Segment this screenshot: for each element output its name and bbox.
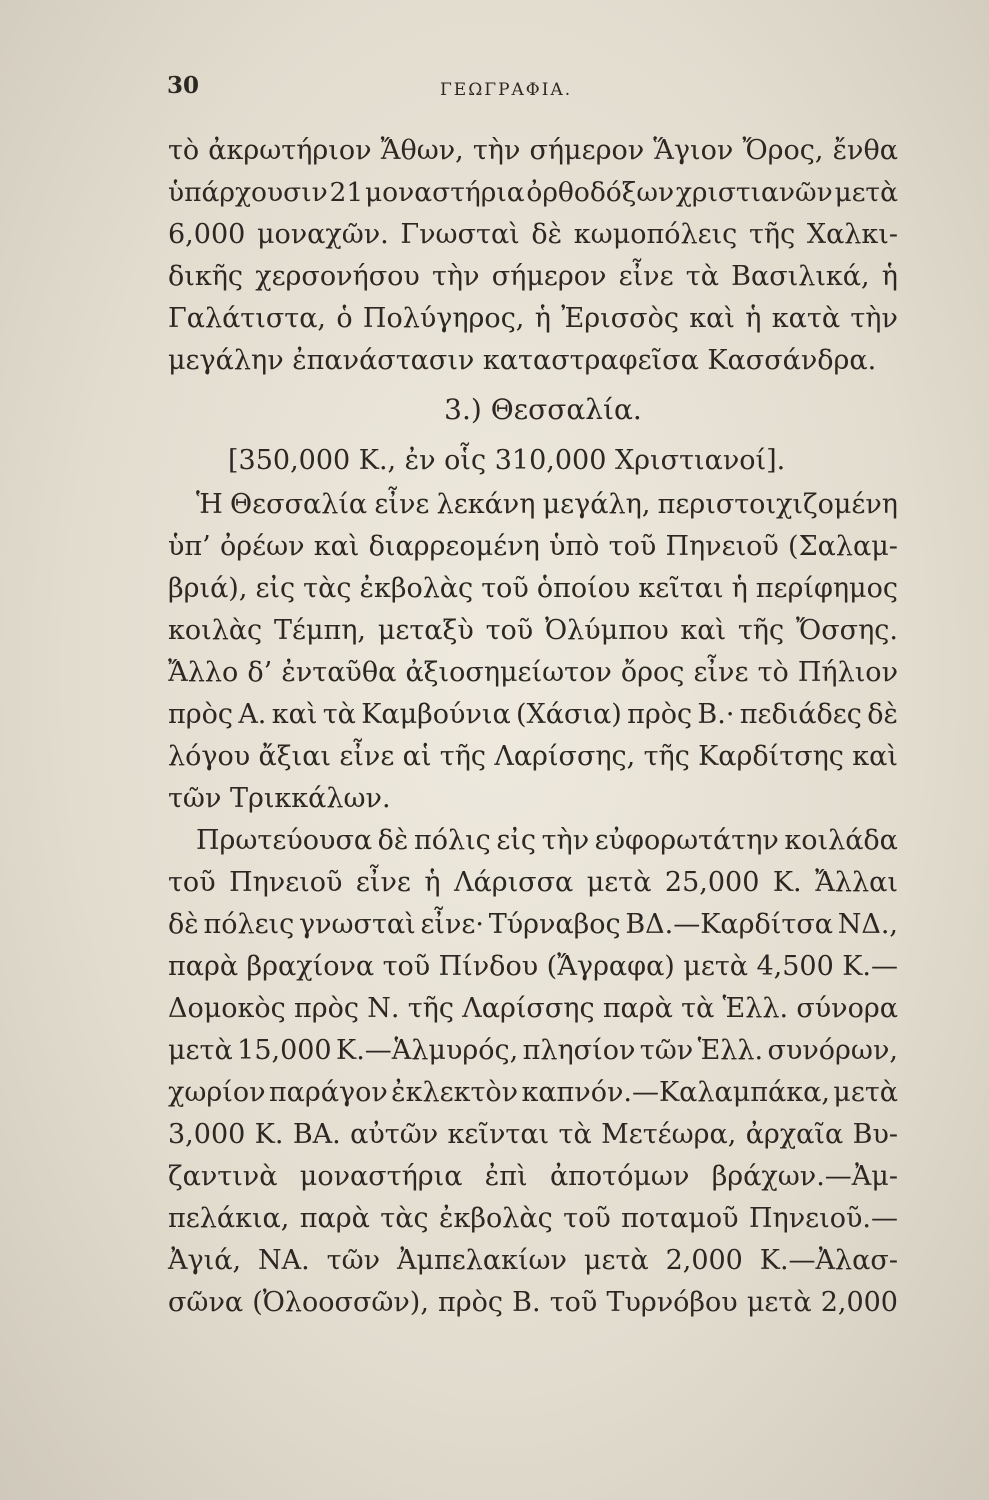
text-line: κοιλὰς Τέμπη, μεταξὺ τοῦ Ὀλύμπου καὶ τῆς Ὄσσης. (168, 615, 898, 646)
text-line: Γαλάτιστα, ὁ Πολύγηρος, ἡ Ἐρισσὸς καὶ ἡ κατὰ τὴν (168, 303, 898, 334)
text-line: δὲ πόλεις γνωσταὶ εἶνε· Τύρναβος ΒΔ.—Καρδίτσα ΝΔ., (168, 909, 898, 940)
text-line: βριά), εἰς τὰς ἐκβολὰς τοῦ ὁποίου κεῖται ἡ περίφημος (168, 573, 898, 604)
text-line: μετὰ 15,000 Κ.—Ἁλμυρός, πλησίον τῶν Ἑλλ. συνόρων, (168, 1035, 898, 1066)
text-line: τῶν Τρικκάλων. (168, 783, 391, 814)
text-line: 6,000 μοναχῶν. Γνωσταὶ δὲ κωμοπόλεις τῆς Χαλκι- (168, 219, 898, 250)
text-line: σῶνα (Ὀλοοσσῶν), πρὸς Β. τοῦ Τυρνόβου μετὰ 2,000 (168, 1287, 898, 1318)
text-line: πελάκια, παρὰ τὰς ἐκβολὰς τοῦ ποταμοῦ Πηνειοῦ.— (168, 1203, 898, 1234)
text-line: λόγου ἄξιαι εἶνε αἱ τῆς Λαρίσσης, τῆς Καρδίτσης καὶ (168, 741, 898, 772)
text-line: Ἡ Θεσσαλία εἶνε λεκάνη μεγάλη, περιστοιχιζομένη (196, 489, 898, 520)
text-line: Δομοκὸς πρὸς Ν. τῆς Λαρίσσης παρὰ τὰ Ἑλλ. σύνορα (168, 993, 898, 1024)
text-line: τοῦ Πηνειοῦ εἶνε ἡ Λάρισσα μετὰ 25,000 Κ. Ἄλλαι (168, 867, 898, 898)
running-head: ΓΕΩΓΡΑΦΙΑ. (440, 80, 573, 100)
text-line: Ἄλλο δ’ ἐνταῦθα ἀξιοσημείωτον ὄρος εἶνε τὸ Πήλιον (168, 657, 898, 688)
section-heading: 3.) Θεσσαλία. (444, 393, 642, 426)
body-text (168, 130, 898, 1324)
text-line: ζαντινὰ μοναστήρια ἐπὶ ἀποτόμων βράχων.—Ἀμ- (168, 1161, 898, 1192)
text-line: πρὸς Α. καὶ τὰ Καμβούνια (Χάσια) πρὸς Β.· πεδιάδες δὲ (168, 699, 898, 730)
text-line: ὑπ’ ὀρέων καὶ διαρρεομένη ὑπὸ τοῦ Πηνειοῦ (Σαλαμ- (168, 531, 898, 562)
text-line: Πρωτεύουσα δὲ πόλις εἰς τὴν εὐφορωτάτην κοιλάδα (196, 825, 898, 856)
text-line: χωρίον παράγον ἐκλεκτὸν καπνόν.—Καλαμπάκα, μετὰ (168, 1077, 898, 1108)
text-line: μεγάλην ἐπανάστασιν καταστραφεῖσα Κασσάνδρα. (168, 345, 877, 376)
text-line: Ἀγιά, ΝΑ. τῶν Ἀμπελακίων μετὰ 2,000 Κ.—Ἀλασ- (168, 1245, 898, 1276)
page-number: 30 (167, 72, 200, 99)
population-note: [350,000 Κ., ἐν οἷς 310,000 Χριστιανοί]. (228, 445, 786, 476)
text-line: τὸ ἀκρωτήριον Ἄθων, τὴν σήμερον Ἅγιον Ὄρος, ἔνθα (168, 135, 898, 166)
text-line: δικῆς χερσονήσου τὴν σήμερον εἶνε τὰ Βασιλικά, ἡ (168, 261, 898, 292)
text-line: παρὰ βραχίονα τοῦ Πίνδου (Ἄγραφα) μετὰ 4,500 Κ.— (168, 951, 898, 982)
text-line: 3,000 Κ. ΒΑ. αὐτῶν κεῖνται τὰ Μετέωρα, ἀρχαῖα Βυ- (168, 1119, 898, 1150)
text-line: ὑπάρχουσιν 21 μοναστήρια ὀρθοδόξων χριστιανῶν μετὰ (168, 177, 898, 208)
